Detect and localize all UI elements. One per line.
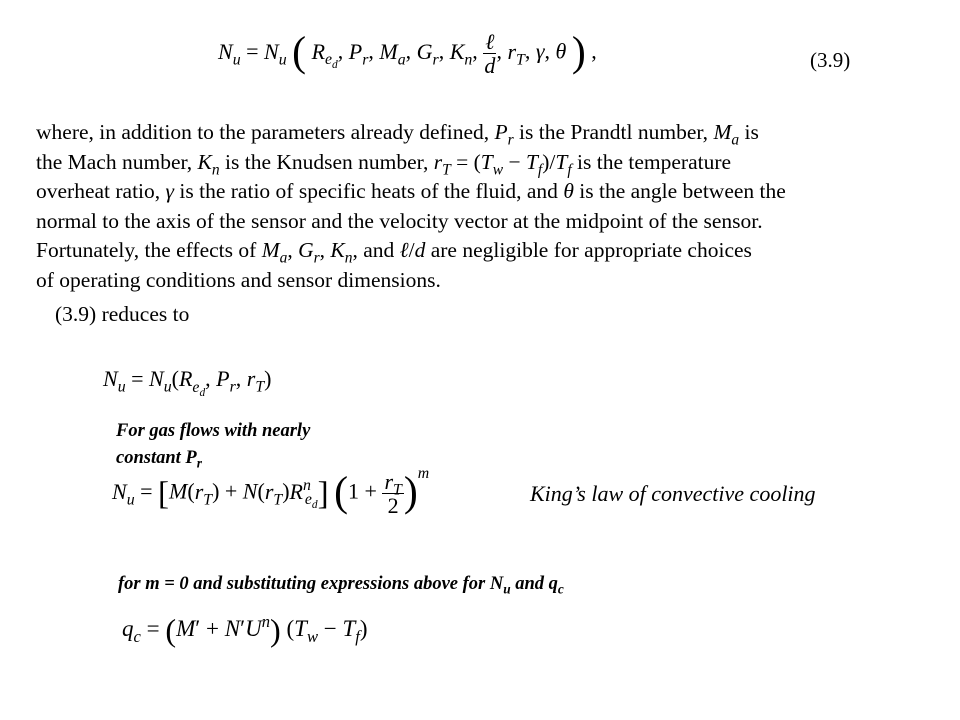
para-line-6: of operating conditions and sensor dimensions. [36, 267, 441, 292]
note-gas-flows [116, 418, 310, 472]
para-line-4: normal to the axis of the sensor and the velocity vector at the midpoint of the sensor. [36, 208, 763, 233]
kings-law-label: King’s law of convective cooling [530, 481, 816, 506]
para-line-2: the Mach number, $K_n$ is the Knudsen number, $r_T = (T_w - T_f)/T_f$ is the temperature [36, 149, 732, 178]
note-gas-line-2: constant $P_r$ [116, 448, 202, 471]
equation-qc: $q_c = (M' + N'U^n) (T_w - T_f)$ [122, 611, 368, 649]
para-line-1: where, in addition to the parameters already defined, $P_r$ is the Prandtl number, $M_a$ is [36, 120, 759, 149]
reduces-text: (3.9) reduces to [55, 302, 190, 326]
equation-3-9: $N_u = N_u$ ( $R_{e_d}$, $P_r$, $M_a$, $G_r$, $K_n$, $\frac{\text{ℓ}}{d}$ , $r_T$, γ, θ ) , [218, 29, 597, 79]
para-line-3: overheat ratio, γ is the ratio of specific heats of the fluid, and θ is the angle between the [36, 179, 786, 203]
para-line-5: Fortunately, the effects of $M_a$, $G_r$, $K_n$, and ℓ/d are negligible for appropriate choices [36, 238, 752, 267]
rT-over-2-fraction: $\frac{r_T}{2}$ [384, 469, 402, 519]
definition-paragraph [36, 118, 866, 295]
equation-number: (3.9) [810, 48, 851, 72]
equation-reduced: $N_u = N_u(R_{e_d}$, $P_r$, $r_T$) [103, 366, 272, 399]
note-substituting: for m = 0 and substituting expressions above for $N_u$ and $q_c$ [118, 574, 564, 597]
equation-kings-law: $N_u = [M(r_T) + N(r_T)R^n_{e_d}] (1$ + $\frac{r_T}{2}$ )$^m$ [112, 465, 430, 519]
note-gas-line-1: For gas flows with nearly [116, 421, 311, 441]
ell-over-d-fraction: $\frac{\text{ℓ}}{d}$ [484, 29, 496, 79]
eq-lhs: $N_u$ [218, 38, 241, 69]
